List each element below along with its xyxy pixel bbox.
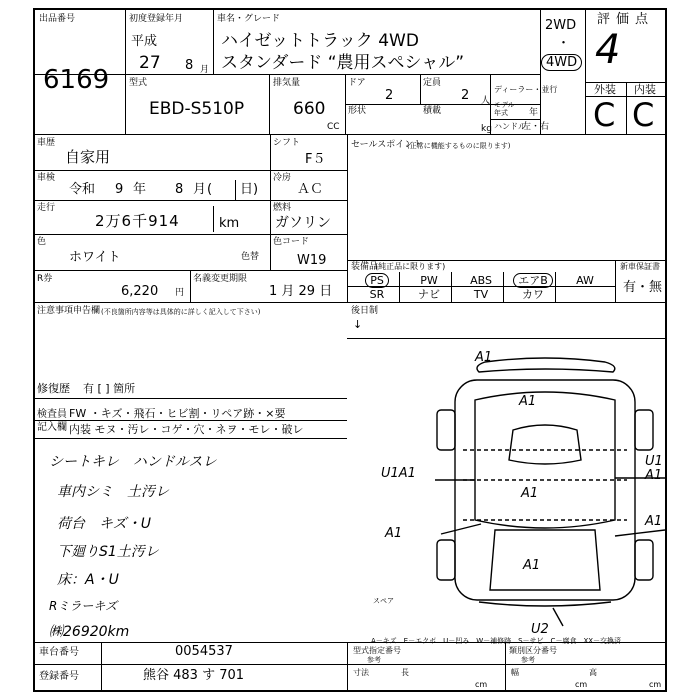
mark-right-door-u: U1 — [645, 454, 663, 469]
inspector-label1: 検査員 — [37, 409, 67, 420]
fuel-label: 燃料 — [273, 203, 292, 213]
dim-length: 長 — [401, 668, 409, 677]
inspector-label2: 記入欄 — [37, 422, 67, 433]
drive-4wd: 4WD — [541, 54, 582, 71]
windshield-outline — [509, 425, 581, 464]
spare-label: スペア — [373, 597, 394, 605]
ext-value: C — [593, 96, 616, 134]
note-3: 荷台 キズ・U — [57, 516, 151, 532]
ext-label: 外装 — [594, 83, 616, 96]
auction-sheet — [33, 8, 667, 692]
chassis-label: 車台番号 — [39, 647, 79, 658]
color-label: 色 — [37, 237, 47, 247]
drive-dot: ・ — [557, 36, 571, 51]
class-label: 類別区分番号 — [509, 646, 557, 655]
sales-points-label: セールスポイント — [351, 140, 423, 150]
note-1: シートキレ ハンドルスレ — [49, 454, 217, 470]
mark-right-door-a: A1 — [645, 468, 663, 483]
new-cert-label: 新車保証書 — [620, 262, 660, 271]
model-year-label1: モデル — [494, 101, 515, 109]
equipment-tv: TV — [473, 288, 489, 301]
equipment-row2 — [351, 288, 613, 301]
displacement-value: 660 — [293, 99, 326, 119]
inspection-year-unit: 年 — [133, 182, 147, 197]
note-2: 車内シミ 土汚レ — [57, 484, 169, 500]
aircon-value: ＡＣ — [297, 182, 324, 197]
chassis-value: 0054537 — [175, 644, 233, 659]
fuel-value: ガソリン — [275, 215, 331, 231]
note-5: 床：A・U — [57, 572, 119, 588]
model-year-label2: 年式 — [494, 109, 508, 117]
recycle-label: R券 — [37, 274, 53, 284]
recycle-value: 6,220 — [121, 284, 159, 299]
roof-outline — [477, 358, 615, 372]
color-value: ホワイト — [69, 250, 121, 265]
repair-value: 有 [ ] 箇所 — [83, 382, 136, 395]
capacity-value: 2 — [461, 88, 470, 103]
mileage-value: 2万6千914 — [95, 212, 180, 230]
equipment-abs: ABS — [470, 274, 492, 287]
damage-legend: A－キズ E－エクボ U－凹み W－補修跡 S－サビ C－腐食 XX－交換済 — [371, 637, 622, 645]
dim-height-unit: cm — [649, 680, 662, 689]
inspection-era: 令和 — [69, 182, 96, 197]
inspection-month-unit: 月 — [193, 182, 207, 197]
repair-label: 修復歴 — [37, 382, 70, 395]
first-reg-month-unit: 月 — [200, 65, 210, 75]
sales-points-sub: (正常に機能するものに限ります) — [407, 142, 511, 150]
mileage-unit: km — [219, 216, 240, 231]
mark-roof: A1 — [475, 350, 493, 365]
bed-outline — [490, 530, 600, 590]
equipment-sub: (純正品に限ります) — [375, 262, 446, 271]
plate-value: 熊谷 483 す 701 — [143, 668, 245, 683]
capacity-unit: 人 — [481, 96, 491, 106]
rear-bumper — [479, 602, 611, 606]
lot-number: 6169 — [43, 65, 110, 95]
load-label: 積載 — [423, 106, 442, 116]
mark-hood: A1 — [519, 394, 537, 409]
displacement-unit: CC — [327, 122, 340, 132]
dealer-label: ディーラー・並行 — [494, 85, 558, 94]
name-label: 車名・グレード — [217, 14, 281, 24]
cert-label: 型式指定番号 — [353, 646, 401, 655]
score-value: 4 — [595, 27, 621, 73]
rear-seat-label: 後日制 — [351, 306, 379, 316]
mark-bed: A1 — [523, 558, 541, 573]
drive-2wd: 2WD — [545, 18, 577, 33]
new-cert-value: 有・無 — [623, 280, 663, 295]
dim-height: 高 — [589, 668, 597, 677]
body-outline — [455, 380, 635, 600]
mark-right-rear: A1 — [645, 514, 663, 529]
leader-bottom — [553, 608, 563, 626]
inspection-paren-open: ( — [207, 182, 213, 197]
inspection-month: 8 — [175, 182, 184, 197]
history-label: 車歴 — [37, 138, 56, 148]
equipment-pw: PW — [420, 274, 438, 287]
rear-seat-value: ↓ — [353, 318, 363, 331]
history-value: 自家用 — [65, 148, 111, 166]
tax-value: 1 月 29 日 — [269, 284, 333, 299]
leader-left-lower — [441, 524, 481, 534]
recycle-unit: 円 — [175, 288, 185, 298]
color-code: W19 — [297, 253, 327, 268]
tax-label: 名義変更期限 — [193, 274, 248, 284]
mark-left-door: U1A1 — [381, 466, 416, 481]
inspection-label: 車検 — [37, 173, 56, 183]
capacity-label: 定員 — [423, 78, 442, 88]
front-left-wheel — [437, 410, 455, 450]
body-type-label: 形状 — [348, 106, 367, 116]
first-reg-month: 8 — [185, 58, 194, 73]
color-code-label: 色コード — [273, 237, 310, 247]
equipment-label: 装備品 — [351, 262, 379, 272]
cabin-outline — [475, 392, 615, 528]
class-sub: 参考 — [521, 656, 535, 664]
model-value: EBD-S510P — [149, 99, 245, 119]
inspector-row2: 内装 モヌ・汚レ・コゲ・穴・ネヲ・モレ・破レ — [69, 423, 304, 436]
repaint-label: 色替 — [241, 252, 260, 262]
notice-sub: (不良箇所内容等は具体的に詳しく記入して下さい) — [101, 308, 261, 316]
aircon-label: 冷房 — [273, 173, 292, 183]
load-unit: kg — [481, 124, 492, 134]
handle-value: 左・右 — [522, 122, 550, 132]
inspector-row1: FW ・キズ・飛石・ヒビ割・リペア跡・×要 — [69, 407, 286, 420]
model-year-unit: 年 — [529, 108, 539, 118]
cert-sub: 参考 — [367, 656, 381, 664]
dim-width-unit: cm — [575, 680, 588, 689]
inspection-year: 9 — [115, 182, 124, 197]
inspection-paren-close: 日) — [240, 182, 259, 197]
doors-value: 2 — [385, 88, 394, 103]
rear-left-wheel — [437, 540, 455, 580]
first-reg-label: 初度登録年月 — [129, 14, 184, 24]
mileage-label: 走行 — [37, 203, 56, 213]
first-reg-year: 27 — [139, 53, 161, 73]
int-label: 内装 — [634, 83, 656, 96]
equipment-aw: AW — [576, 274, 594, 287]
notice-label: 注意事項申告欄 — [37, 306, 101, 316]
leader-right-lower — [615, 530, 665, 536]
lot-label: 出品番号 — [39, 14, 76, 24]
model-label: 型式 — [129, 78, 148, 88]
rear-right-wheel — [635, 540, 653, 580]
equipment-sr: SR — [369, 288, 385, 301]
note-4: 下廻りS1土汚レ — [57, 544, 159, 560]
equipment-navi: ナビ — [418, 288, 440, 301]
int-value: C — [632, 96, 655, 134]
score-label: 評価点 — [597, 12, 655, 27]
car-damage-diagram — [375, 340, 665, 630]
handle-label: ハンドル — [494, 122, 526, 131]
plate-label: 登録番号 — [39, 671, 79, 682]
equipment-ps: PS — [365, 273, 389, 288]
doors-label: ドア — [348, 78, 366, 88]
shift-label: シフト — [273, 138, 301, 148]
front-right-wheel — [635, 410, 653, 450]
shift-value: F５ — [305, 152, 326, 167]
dim-length-unit: cm — [475, 680, 488, 689]
note-7: ㈱26920km — [49, 624, 130, 640]
displacement-label: 排気量 — [273, 78, 301, 88]
equipment-airbag: エアB — [513, 273, 553, 288]
dim-label: 寸法 — [353, 668, 369, 677]
mark-center: A1 — [521, 486, 539, 501]
name-line2: スタンダード “農用スペシャル” — [221, 53, 464, 73]
first-reg-era: 平成 — [131, 34, 158, 49]
mark-rear-bumper: U2 — [531, 622, 549, 637]
dim-width: 幅 — [511, 668, 519, 677]
equipment-leather: カワ — [522, 288, 544, 301]
name-line1: ハイゼットトラック 4WD — [221, 31, 419, 51]
mark-left-rear: A1 — [385, 526, 403, 541]
note-6: Rミラーキズ — [49, 599, 118, 613]
